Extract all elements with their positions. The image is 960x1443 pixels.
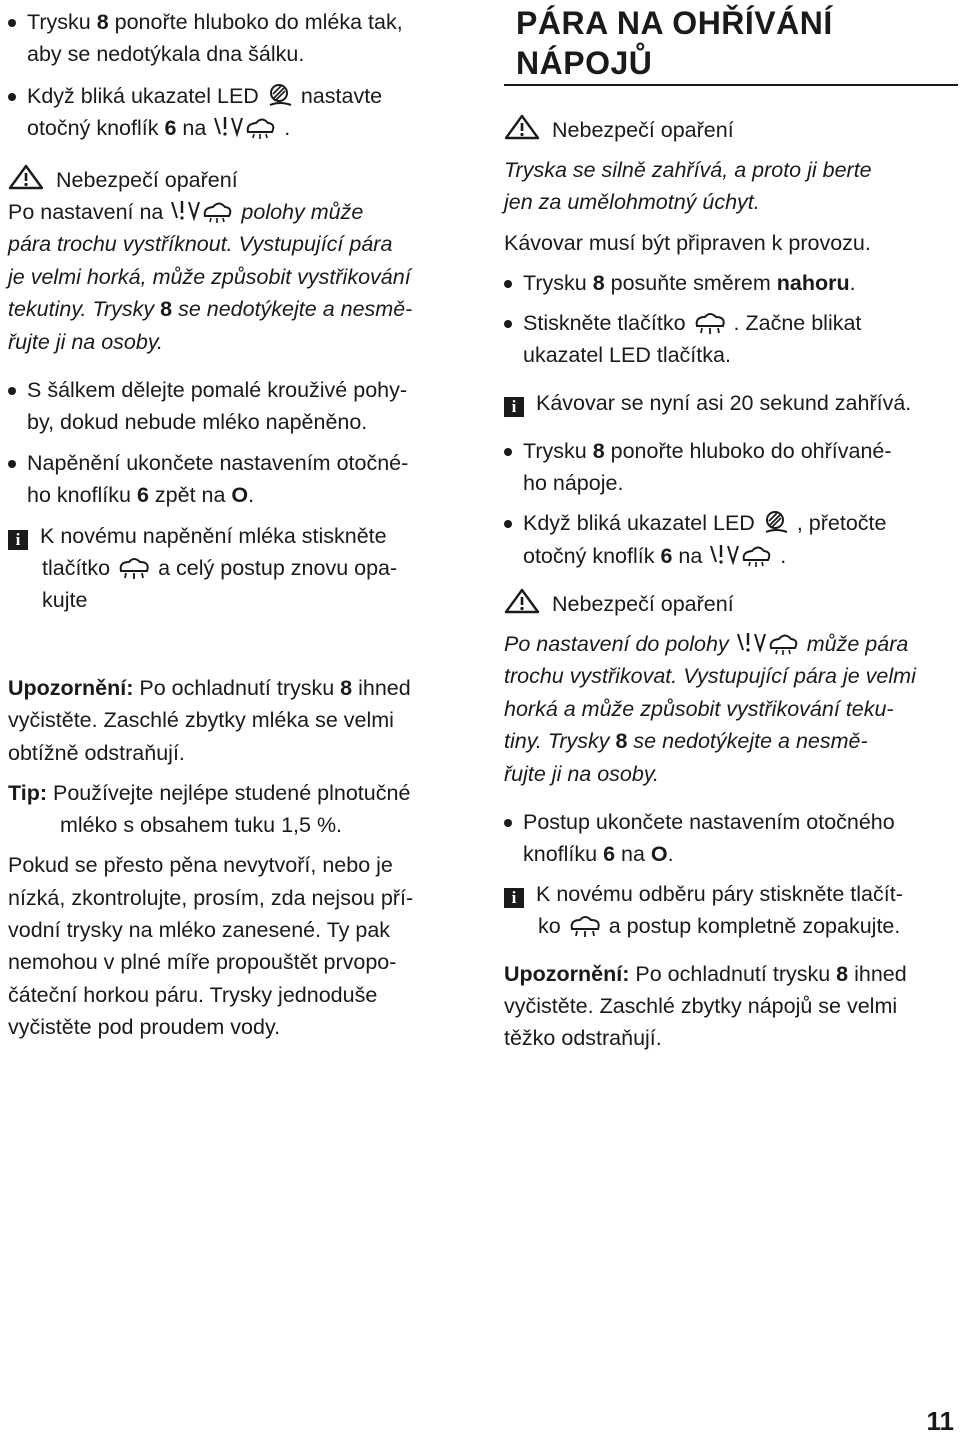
bullet-icon [8,460,16,468]
list-item: Stiskněte tlačítko . Začne blikat [504,307,861,344]
info-icon: i [504,397,524,417]
text-line: je velmi horká, může způsobit vystřikování [8,265,411,289]
heading-rule [504,84,958,86]
bullet-icon [504,448,512,456]
list-item: Když bliká ukazatel LED , přetočte [504,507,886,544]
text-line: vyčistěte. Zaschlé zbytky mléka se velmi [8,708,394,732]
text-line: řujte ji na osoby. [8,330,163,354]
warning-title: Nebezpečí opaření [504,588,734,623]
text-line: pára trochu vystříknout. Vystupující pára [8,232,393,256]
bullet-icon [504,819,512,827]
text-line: ukazatel LED tlačítka. [523,343,731,367]
info-note: i K novému odběru páry stiskněte tlačít- [504,878,903,910]
bullet-icon [8,387,16,395]
text-line: trochu vystřikovat. Vystupující pára je velmi [504,664,916,688]
text-line: Kávovar musí být připraven k provozu. [504,231,871,255]
led-indicator-icon [761,509,791,544]
info-icon: i [504,888,524,908]
text-line: Tryska se silně zahřívá, a proto ji berte [504,158,872,182]
text-line: ho nápoje. [523,471,624,495]
text-line: vyčistěte. Zaschlé zbytky nápojů se velmi [504,994,898,1018]
tip: Tip: Používejte nejlépe studené plnotučné [8,781,411,805]
info-note: i K novému napěnění mléka stiskněte [8,520,387,552]
text-line: by, dokud nebude mléko napěněno. [27,410,368,434]
bullet-icon [504,280,512,288]
text-line: kujte [42,588,88,612]
text-line: otočný knoflík 6 na . [523,540,786,577]
warning-triangle-icon [504,114,540,149]
list-item: Trysku 8 ponořte hluboko do mléka tak, [8,6,403,38]
bullet-icon [504,320,512,328]
warning-title: Nebezpečí opaření [8,164,238,199]
text-line: horká a může způsobit vystřikování teku- [504,697,894,721]
bullet-icon [8,93,16,101]
warning-title: Nebezpečí opaření [504,114,734,149]
warning-triangle-icon [8,164,44,199]
page-number: 11 [926,1406,954,1436]
text-line: Po nastavení na polohy může [8,196,363,233]
steam-position-icon [212,114,278,149]
text-line: ho knoflíku 6 zpět na O. [27,483,255,507]
text-line: řujte ji na osoby. [504,762,659,786]
section-heading: PÁRA NA OHŘÍVÁNÍ [516,5,833,41]
steam-position-icon [708,542,774,577]
steam-button-icon [116,556,152,589]
warning-triangle-icon [504,588,540,623]
note: Upozornění: Po ochladnutí trysku 8 ihned [504,962,907,986]
steam-button-icon [567,914,603,947]
section-heading: NÁPOJŮ [516,45,653,81]
list-item: Postup ukončete nastavením otočného [504,806,895,838]
text-line: těžko odstraňují. [504,1026,662,1050]
list-item: Trysku 8 ponořte hluboko do ohřívané- [504,435,892,467]
note: Upozornění: Po ochladnutí trysku 8 ihned [8,676,411,700]
text-line: jen za umělohmotný úchyt. [504,190,760,214]
bullet-icon [504,520,512,528]
list-item: S šálkem dělejte pomalé krouživé pohy- [8,374,407,406]
text-line: aby se nedotýkala dna šálku. [27,42,305,66]
text-line: otočný knoflík 6 na . [27,112,290,149]
text-line: obtížně odstraňují. [8,741,185,765]
text-line: tlačítko a celý postup znovu opa- [42,552,397,589]
text-line: tiny. Trysky 8 se nedotýkejte a nesmě- [504,729,868,753]
info-note: i Kávovar se nyní asi 20 sekund zahřívá. [504,387,911,419]
text-line: tekutiny. Trysky 8 se nedotýkejte a nesmě- [8,297,413,321]
text-line: nízká, zkontrolujte, prosím, zda nejsou pří- [8,886,414,910]
text-line: vodní trysky na mléko zanesené. Ty pak [8,918,391,942]
text-line: Pokud se přesto pěna nevytvoří, nebo je [8,853,393,877]
list-item: Napěnění ukončete nastavením otočné- [8,447,408,479]
text-line: mléko s obsahem tuku 1,5 %. [60,813,343,837]
text-line: Po nastavení do polohy může pára [504,628,908,665]
text-line: ko a postup kompletně zopakujte. [538,910,900,947]
bullet-icon [8,19,16,27]
text-line: knoflíku 6 na O. [523,842,674,866]
text-line: nemohou v plné míře propouštět prvopo- [8,950,397,974]
list-item: Trysku 8 posuňte směrem nahoru. [504,267,856,299]
info-icon: i [8,530,28,550]
text-line: vyčistěte pod proudem vody. [8,1015,281,1039]
list-item: Když bliká ukazatel LED nastavte [8,80,382,117]
text-line: čáteční horkou páru. Trysky jednoduše [8,983,378,1007]
